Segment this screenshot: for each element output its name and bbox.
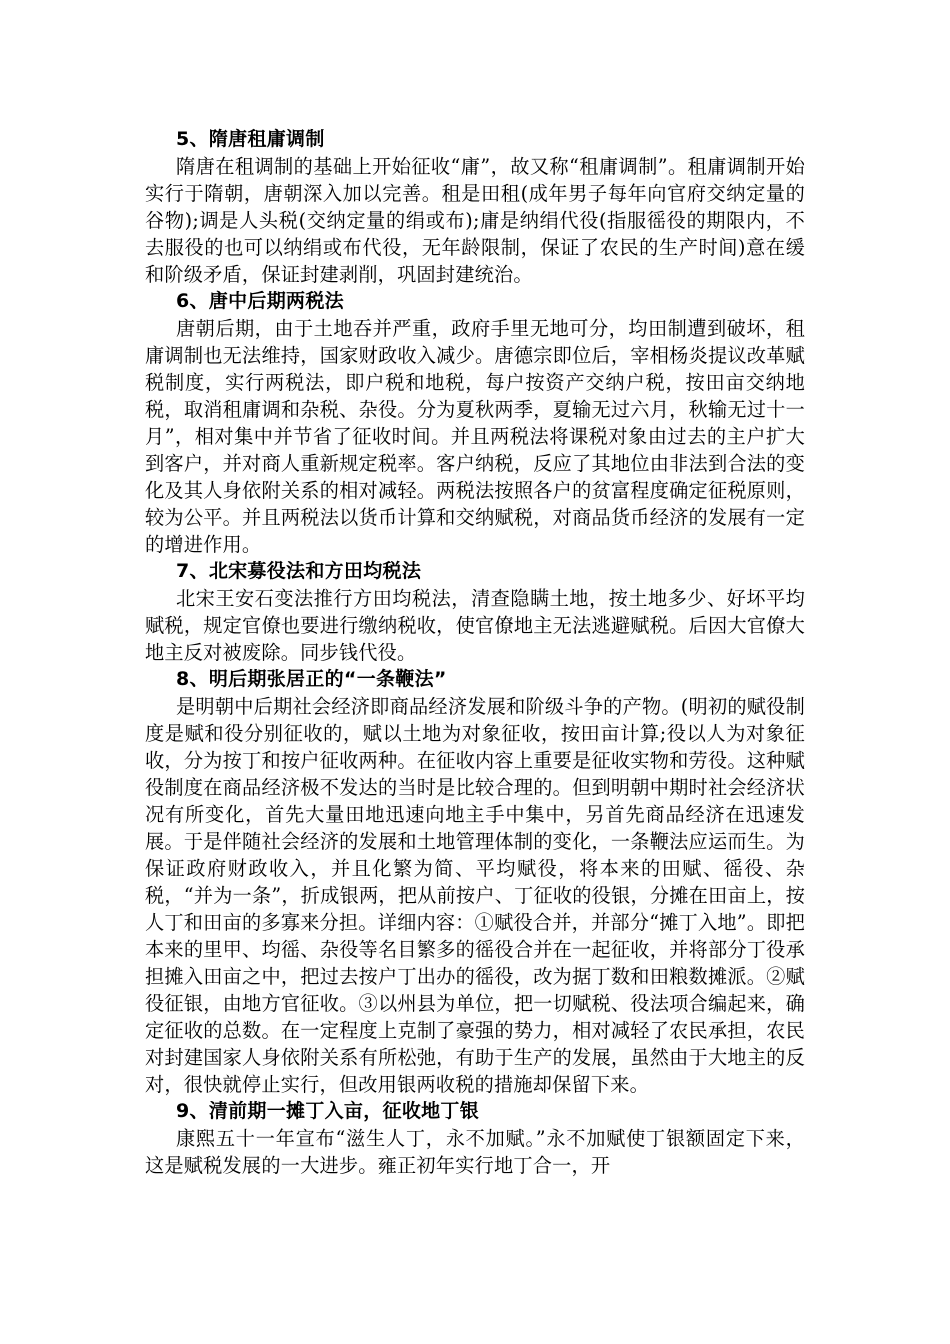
document-page <box>145 126 805 1179</box>
section-heading: 9、清前期一摊丁入亩，征收地丁银 <box>176 1100 480 1122</box>
section-heading: 8、明后期张居正的“一条鞭法” <box>176 668 447 690</box>
section-liangshuifa <box>145 288 805 558</box>
section-zuyongdiao <box>145 126 805 288</box>
section-yitiaobianfa <box>145 666 805 1098</box>
section-paragraph: 唐朝后期，由于土地吞并严重，政府手里无地可分，均田制遭到破坏，租庸调制也无法维持，国家财政收入减少。唐德宗即位后，宰相杨炎提议改革赋税制度，实行两税法，即户税和地税，每户按资产交纳户税，按田亩交纳地税，取消租庸调和杂税、杂役。分为夏秋两季，夏输无过六月，秋输无过十一月”，相对集中并节省了征收时间。并且两税法将课税对象由过去的主户扩大到客户，并对商人重新规定税率。客户纳税，反应了其地位由非法到合法的变化及其人身依附关系的相对减轻。两税法按照各户的贫富程度确定征税原则，较为公平。并且两税法以货币计算和交纳赋税，对商品货币经济的发展有一定的增进作用。 <box>145 317 805 556</box>
section-heading: 6、唐中后期两税法 <box>176 290 344 312</box>
section-paragraph: 隋唐在租调制的基础上开始征收“庸”，故又称“租庸调制”。租庸调制开始实行于隋朝，唐朝深入加以完善。租是田租(成年男子每年向官府交纳定量的谷物);调是人头税(交纳定量的绢或布);庸是纳绢代役(指服徭役的期限内，不去服役的也可以纳绢或布代役，无年龄限制，保证了农民的生产时间)意在缓和阶级矛盾，保证封建剥削，巩固封建统治。 <box>145 155 805 286</box>
section-heading: 7、北宋募役法和方田均税法 <box>176 560 422 582</box>
section-heading: 5、隋唐租庸调制 <box>176 128 325 150</box>
section-paragraph: 康熙五十一年宣布“滋生人丁，永不加赋。”永不加赋使丁银额固定下来，这是赋税发展的一大进步。雍正初年实行地丁合一，开 <box>145 1127 805 1177</box>
section-paragraph: 北宋王安石变法推行方田均税法，清查隐瞒土地，按土地多少、好坏平均赋税，规定官僚也要进行缴纳税收，使官僚地主无法逃避赋税。后因大官僚大地主反对被废除。同步钱代役。 <box>145 587 805 664</box>
section-paragraph: 是明朝中后期社会经济即商品经济发展和阶级斗争的产物。(明初的赋役制度是赋和役分别征收的，赋以土地为对象征收，按田亩计算;役以人为对象征收，分为按丁和按户征收两种。在征收内容上重要是征收实物和劳役。这种赋役制度在商品经济极不发达的当时是比较合理的。但到明朝中期时社会经济状况有所变化，首先大量田地迅速向地主手中集中，另首先商品经济在迅速发展。于是伴随社会经济的发展和土地管理体制的变化，一条鞭法应运而生。为保证政府财政收入，并且化繁为简、平均赋役，将本来的田赋、徭役、杂税，“并为一条”，折成银两，把从前按户、丁征收的役银，分摊在田亩上，按人丁和田亩的多寡来分担。详细内容：①赋役合并，并部分“摊丁入地”。即把本来的里甲、均徭、杂役等名目繁多的徭役合并在一起征收，并将部分丁役承担摊入田亩之中，把过去按户丁出办的徭役，改为据丁数和田粮数摊派。②赋役征银，由地方官征收。③以州县为单位，把一切赋税、役法项合编起来，确定征收的总数。在一定程度上克制了豪强的势力，相对减轻了农民承担，农民对封建国家人身依附关系有所松弛，有助于生产的发展，虽然由于大地主的反对，很快就停止实行，但改用银两收税的措施却保留下来。 <box>145 695 805 1096</box>
section-tandingrumu <box>145 1098 805 1179</box>
section-fangtian-junshui <box>145 558 805 666</box>
